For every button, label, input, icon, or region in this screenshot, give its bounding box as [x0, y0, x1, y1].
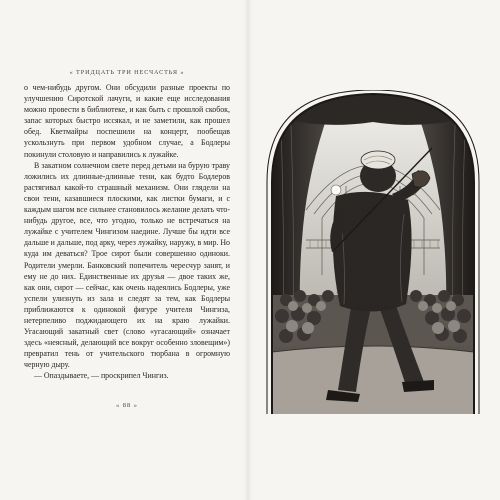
paragraph-2: В закатном солнечном свете перед детьми на бурую траву ложились их длинные-длинные тени, как будто Бодлеров растягивал какой-то страшный механизм. Они глядели на свои тени, казавшиеся плоскими, как листки бумаги, и с каждым шагом все сильнее становилось желание делать что-нибудь другое, все, что угодно, только не встречаться на лужайке с учителем Чингизом наедине. Лучше бы идти все дальше и дальше, под арку, через лужайку, наружу, в мир. Но куда им деваться? Трое сирот были совершенно одиноки. Родители умерли. Банковский попечитель чересчур занят, и ему не до них. Единственные их друзья — двое таких же, как они, сирот — сейчас, как очень надеялись Бодлеры, уже успели улизнуть из зала и следят за тем, как Бодлеры приближаются к одинокой фигуре учителя Чингиза, нетерпеливо поджидающего их на краю лужайки. Угасающий закатный свет (слово «угасающий» означает здесь «неясный, делающий все вокруг особенно зловещим») превратил тень от учительского тюрбана в огромную черную дыру.: [24, 160, 231, 370]
page-number: « 88 »: [116, 402, 138, 409]
paragraph-3: — Опаздываете, — проскрипел Чингиз.: [34, 371, 169, 381]
paragraph-1: о чем-нибудь другом. Они обсудили разные проекты по улучшению Сиротской лачуги, и какие еще исследования можно провести в библиотеке, и как быть с прошлой скобок, запас которых быстро иссякал, и не заметили, как прошел обед. Кветмайры поспешили на концерт, пообещав ускользнуть при первом удобном случае, а Бодлеры покинули столовую и направились к лужайке.: [24, 83, 230, 159]
right-page: [252, 0, 500, 500]
body-text: [24, 82, 230, 382]
left-page: [0, 0, 248, 500]
violinist-illustration: [266, 90, 480, 414]
running-head: « ТРИДЦАТЬ ТРИ НЕСЧАСТЬЯ »: [69, 69, 185, 76]
